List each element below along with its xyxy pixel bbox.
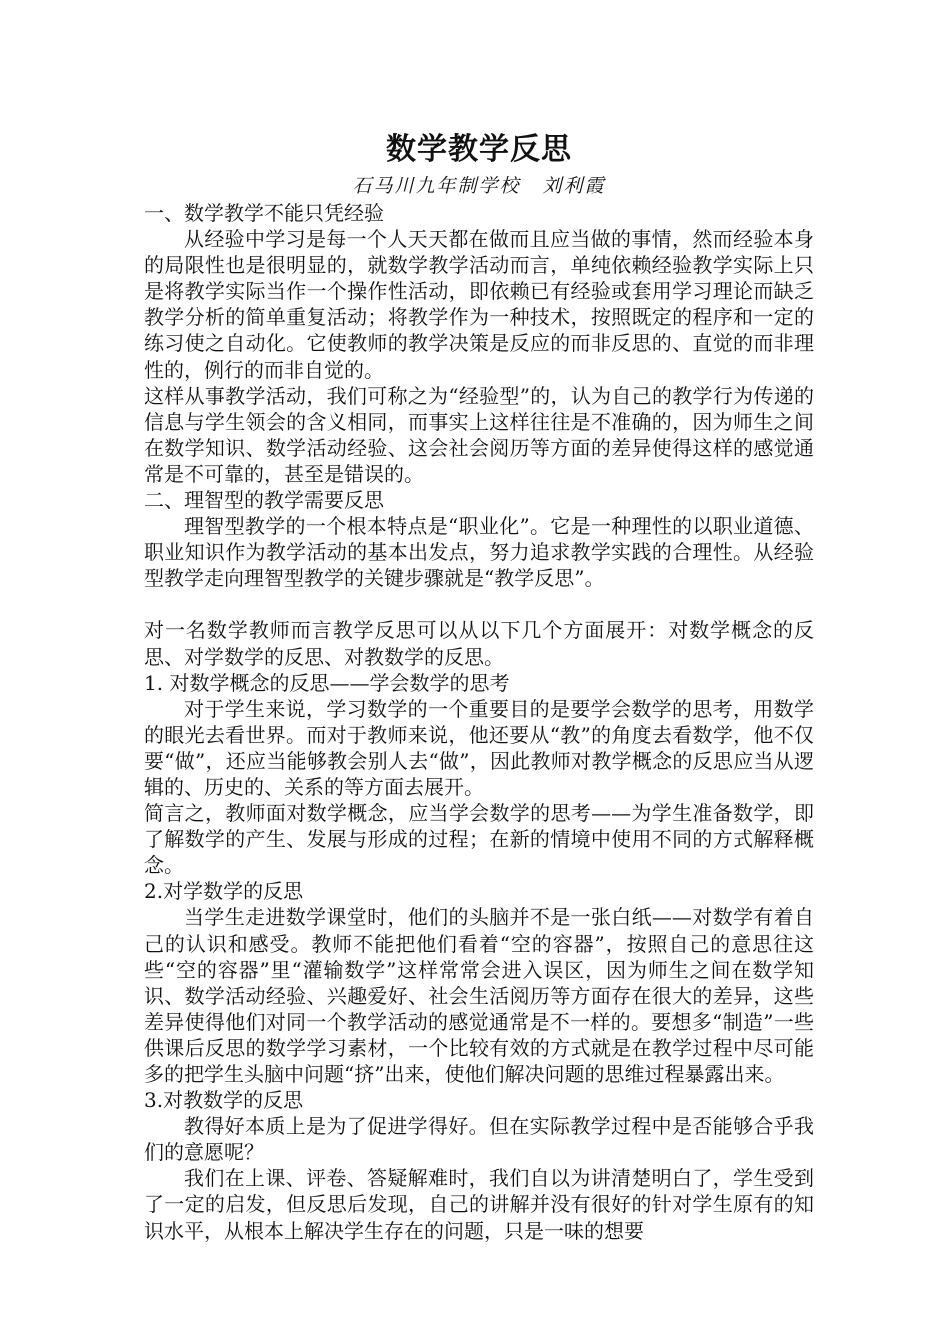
paragraph: 从经验中学习是每一个人天天都在做而且应当做的事情，然而经验本身的局限性也是很明显的，就数学教学活动而言，单纯依赖经验教学实际上只是将教学实际当作一个操作性活动，即依赖已有经验或套用学习理论而缺乏教学分析的简单重复活动；将教学作为一种技术，按照既定的程序和一定的练习使之自动化。它使教师的教学决策是反应的而非反思的、直觉的而非理性的，例行的而非自觉的。: [144, 227, 814, 382]
subsection-heading-3: 3.对教数学的反思: [144, 1088, 304, 1113]
blank-line: [144, 591, 814, 617]
paragraph: 这样从事教学活动，我们可称之为“经验型”的，认为自己的教学行为传递的信息与学生领会的含义相同，而事实上这样往往是不准确的，因为师生之间在数学知识、数学活动经验、这会社会阅历等方面的差异使得这样的感觉通常是不可靠的，甚至是错误的。: [144, 383, 814, 486]
paragraph: 理智型教学的一个根本特点是“职业化”。它是一种理性的以职业道德、职业知识作为教学活动的基本出发点，努力追求教学实践的合理性。从经验型教学走向理智型教学的关键步骤就是“教学反思”。: [144, 514, 814, 591]
section-heading-2: 二、理智型的教学需要反思: [144, 488, 384, 513]
paragraph: 我们在上课、评卷、答疑解难时，我们自以为讲清楚明白了，学生受到了一定的启发，但反思后发现，自己的讲解并没有很好的针对学生原有的知识水平，从根本上解决学生存在的问题，只是一味的想要: [144, 1166, 814, 1243]
author-line: [144, 172, 814, 200]
school-name: 石马川九年制学校: [352, 175, 521, 197]
page-title: 数学教学反思: [386, 132, 572, 167]
subsection-heading-1: 1. 对数学概念的反思——学会数学的思考: [144, 670, 510, 695]
paragraph: 对于学生来说，学习数学的一个重要目的是要学会数学的思考，用数学的眼光去看世界。而对于教师来说，他还要从“教”的角度去看数学，他不仅要“做”，还应当能够教会别人去“做”，因此教师对教学概念的反思应当从逻辑的、历史的、关系的等方面去展开。: [144, 696, 814, 799]
paragraph: 简言之，教师面对数学概念，应当学会数学的思考——为学生准备数学，即了解数学的产生、发展与形成的过程；在新的情境中使用不同的方式解释概念。: [144, 801, 814, 878]
document-body: [144, 128, 814, 1244]
section-heading-1: 一、数学教学不能只凭经验: [144, 201, 384, 225]
paragraph: 对一名数学教师而言教学反思可以从以下几个方面展开：对数学概念的反思、对学数学的反思、对教数学的反思。: [144, 618, 814, 669]
paragraph: 教得好本质上是为了促进学得好。但在实际教学过程中是否能够合乎我们的意愿呢？: [144, 1114, 814, 1165]
subsection-heading-2: 2.对学数学的反思: [144, 879, 304, 904]
paragraph: 当学生走进数学课堂时，他们的头脑并不是一张白纸——对数学有着自己的认识和感受。教师不能把他们看着“空的容器”，按照自己的意思往这些“空的容器”里“灌输数学”这样常常会进入误区，因为师生之间在数学知识、数学活动经验、兴趣爱好、社会生活阅历等方面存在很大的差异，这些差异使得他们对同一个教学活动的感觉通常是不一样的。要想多“制造”一些供课后反思的数学学习素材，一个比较有效的方式就是在教学过程中尽可能多的把学生头脑中问题“挤”出来，使他们解决问题的思维过程暴露出来。: [144, 905, 814, 1086]
author-name: 刘利霞: [542, 175, 606, 197]
